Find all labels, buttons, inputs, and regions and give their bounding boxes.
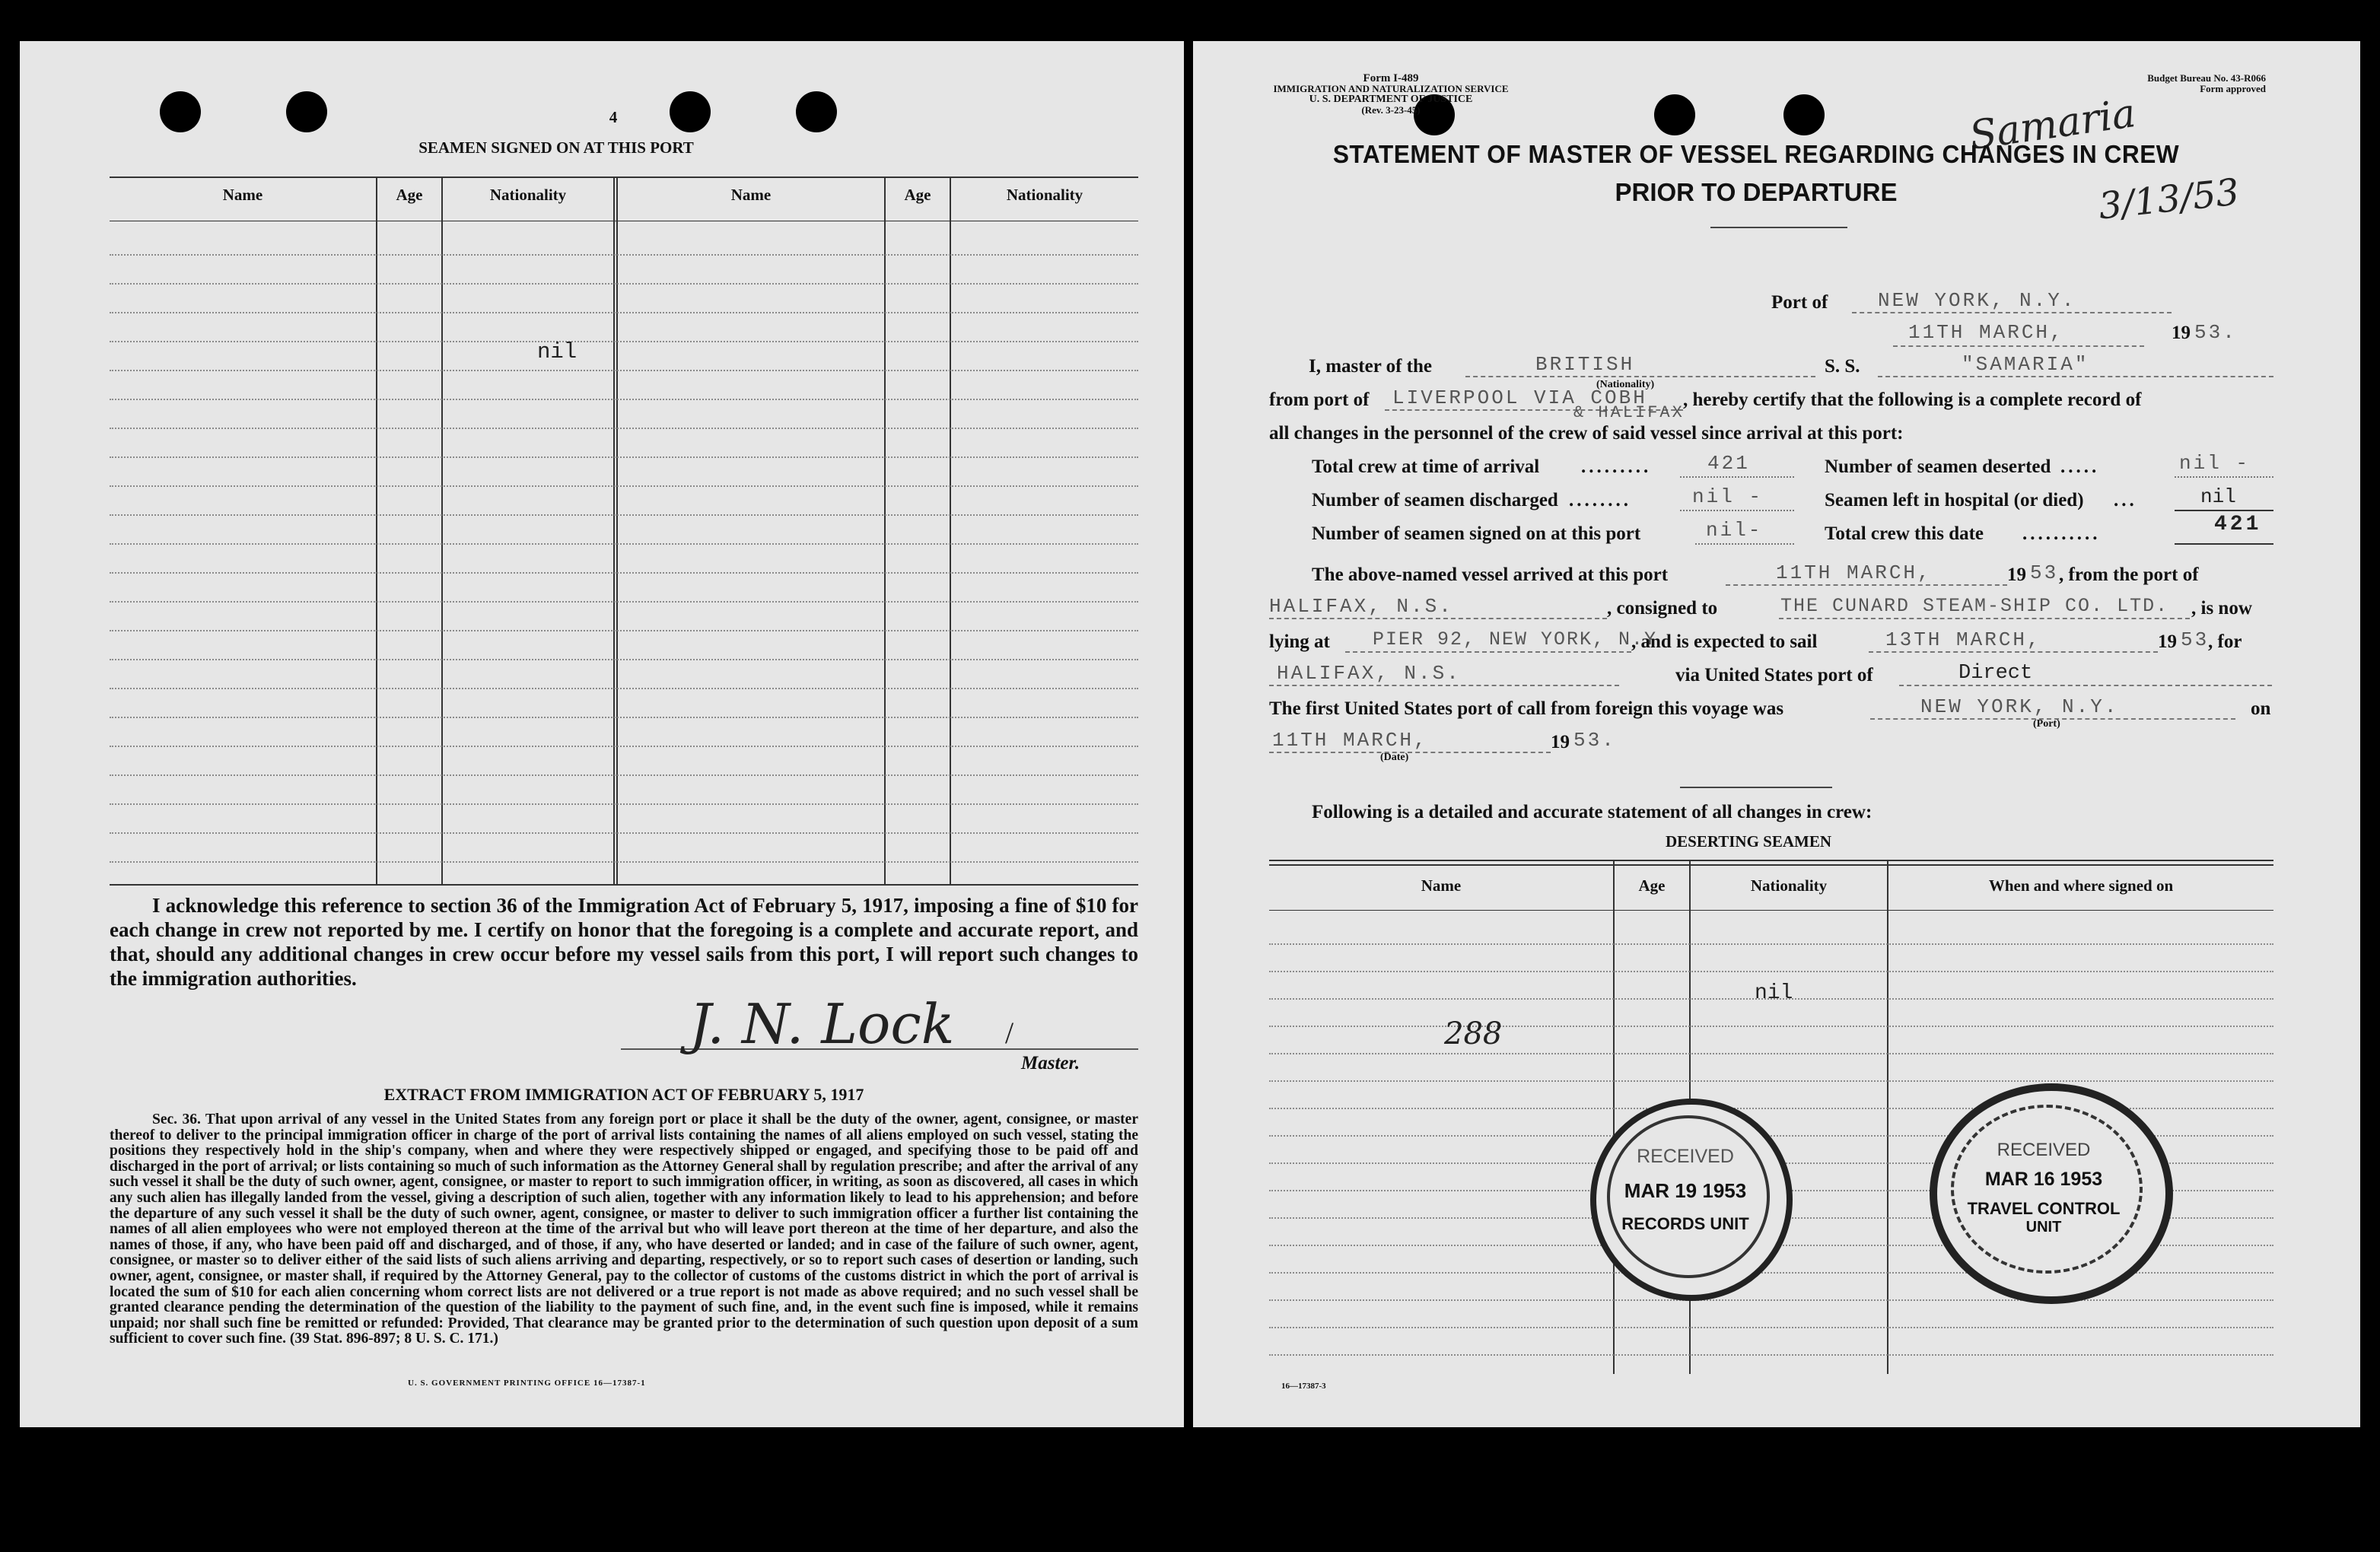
form-revision: (Rev. 3-23-45) xyxy=(1361,104,1421,116)
budget-bureau-number: Budget Bureau No. 43-R066 xyxy=(2147,72,2266,84)
budget-block xyxy=(2060,73,2266,94)
signature-mark: / xyxy=(1005,1016,1014,1050)
for-value: HALIFAX, N.S. xyxy=(1277,662,1461,685)
sail-date: 13TH MARCH, xyxy=(1885,628,2041,651)
form-number: Form I-489 xyxy=(1363,72,1419,84)
form-title-line1: STATEMENT OF MASTER OF VESSEL REGARDING CHANGES IN CREW xyxy=(1332,140,2180,168)
punch-hole xyxy=(670,91,711,132)
desert-column-nationality: Nationality xyxy=(1750,876,1828,895)
seamen-signed-on-label: Number of seamen signed on at this port xyxy=(1312,523,1641,544)
punch-hole xyxy=(286,91,327,132)
consigned-label: , consigned to xyxy=(1607,598,1718,619)
from-port-label: from port of xyxy=(1269,390,1370,410)
column-header-name-2: Name xyxy=(730,186,772,204)
stamp-right-date: MAR 16 1953 xyxy=(1984,1169,2103,1190)
report-date: 11TH MARCH, xyxy=(1908,321,2064,344)
total-crew-arrival-label: Total crew at time of arrival xyxy=(1312,456,1540,477)
is-now-label: , is now xyxy=(2191,598,2252,619)
stamp-right-received: RECEIVED xyxy=(1997,1140,2091,1160)
handwritten-date: 3/13/53 xyxy=(2096,170,2242,228)
form-title-line2: PRIOR TO DEPARTURE xyxy=(1615,178,1898,206)
from-port-value: LIVERPOOL VIA COBH xyxy=(1392,386,1647,409)
column-header-name: Name xyxy=(222,186,263,204)
master-of-label: I, master of the xyxy=(1309,356,1432,377)
first-port-value: NEW YORK, N.Y. xyxy=(1920,695,2119,718)
extract-text: Sec. 36. That upon arrival of any vessel in the United States from any foreign port or place it shall be the duty of the owner, agent, consignee, or master thereof to deliver to the principal immigration officer in charge of the port of arrival lists containing the names of all aliens employed on such vessel, stating the positions they respectively hold in the ship's company, when and where they were respectively shipped or engaged, and specifying those to be paid off and discharged in the port of arrival; or lists containing so much of such information as the Attorney General shall by regulation prescribe; and after the arrival of any such vessel it shall be the duty of such owner, agent, consignee, or master to report to such immigration officer, in writing, as soon as discovered, all cases in which any such alien has illegally landed from the vessel, giving a description of such alien, together with any information likely to lead to his apprehension; and before the departure of any such vessel it shall be the duty of such owner, agent, consignee, or master to deliver to such immigration officer a further list containing the names of all alien employees who were not employed thereon at the time of the arrival but who will leave port thereon at the time of her departure, and also the names of those, if any, who have been paid off and discharged, and of those, if any, who have deserted or landed; and in case of the failure of such owner, agent, consignee, or master so to deliver either of the said lists of such aliens arriving and departing, respectively, or so to report such cases of desertion or landing, such owner, agent, consignee, or master shall, if required by the Attorney General, pay to the collector of customs of the customs district in which the port of arrival is located the sum of $10 for each alien concerning whom correct lists are not delivered or a true report is not made as above required; and no such vessel shall be granted clearance pending the determination of the question of the liability to the payment of such fine, and, in the event such fine is imposed, while it remains unpaid; nor shall such fine be remitted or refunded: Provided, That clearance may be granted prior to the determination of such question upon deposit of a sum sufficient to cover such fine. (39 Stat. 896-897; 8 U. S. C. 171.) xyxy=(110,1112,1138,1347)
column-header-age-2: Age xyxy=(904,186,931,204)
nationality-caption: (Nationality) xyxy=(1596,379,1655,390)
certify-text-2: all changes in the personnel of the crew of said vessel since arrival at this port: xyxy=(1269,423,1904,444)
deserting-seamen-title: DESERTING SEAMEN xyxy=(1665,832,1832,851)
handwritten-number: 288 xyxy=(1444,1016,1503,1051)
acknowledgment-text: I acknowledge this reference to section 36 of the Immigration Act of February 5, 1917, imposing a fine of $10 for each change in crew not reported by me. I certify on honor that the foregoing is a complete and accurate report, and that, should any additional changes in crew occur before my vessel sails from this port, I will report such changes to the immigration authorities. xyxy=(110,894,1138,990)
seamen-deserted-value: nil - xyxy=(2179,452,2251,475)
date-caption: (Date) xyxy=(1380,752,1409,763)
desert-nil-entry: nil xyxy=(1755,981,1793,1005)
total-crew-now-value: 421 xyxy=(2214,513,2262,536)
column-header-age: Age xyxy=(396,186,423,204)
received-records-unit-stamp xyxy=(1590,1099,1793,1301)
seamen-hospital-value: nil xyxy=(2200,485,2236,508)
punch-hole xyxy=(796,91,837,132)
nil-entry: nil xyxy=(537,339,578,364)
section-title: SEAMEN SIGNED ON AT THIS PORT xyxy=(418,138,694,157)
port-caption: (Port) xyxy=(2033,718,2060,730)
handwritten-ship-name: Samaria xyxy=(1966,91,2139,159)
desert-column-age: Age xyxy=(1638,876,1666,895)
consigned-value: THE CUNARD STEAM-SHIP CO. LTD. xyxy=(1780,595,2169,617)
following-text: Following is a detailed and accurate statement of all changes in crew: xyxy=(1312,802,1873,822)
nationality-value: BRITISH xyxy=(1535,353,1635,376)
printing-office: U. S. GOVERNMENT PRINTING OFFICE 16—17387-1 xyxy=(408,1379,646,1388)
stamp-left-unit: RECORDS UNIT xyxy=(1621,1214,1749,1233)
right-page: Form I-489 IMMIGRATION AND NATURALIZATION SERVICE U. S. DEPARTMENT OF JUSTICE (Rev. 3-23-45) Budget Bureau No. 43-R066 Form approved Samaria 3/13/53 STATEMENT OF MASTER OF VESSEL REGARDING CHANGES IN CREW PRIOR TO DEPARTURE Port of NEW YORK, N.Y. 11TH MARCH, 19 53. I, master of the BRITISH (Nationality) S. S. "SAMARIA" from port of LIVERPOOL VIA COBH & HALIFAX , hereby certify that the following is a complete record of all changes in the personnel of the crew of said vessel since arrival at this port: Total crew at time of arrival ......... 421 Number of seamen discharged ........ nil - Number of seamen signed on at this port nil- Number of seamen deserted ..... nil - Seamen left in hospital (or died) ... nil Total crew this date .......... 421 The above-named vessel arrived at this port 11TH MARCH, 19 53 , from the port of HALIFAX, N.S. , consigned to THE CUNARD STEAM-SHIP CO. LTD. , is now lying at PIER 92, NEW YORK, N.Y. , and is expected to sail 13TH MARCH, 19 53 , for HALIFAX, N.S. via United States port of Direct The first United States port of call from foreign this voyage was NEW YORK, N.Y. (Port) on 11TH MARCH, (Date) 19 53. Following is a detailed and accurate statement of all changes in crew: DESERTING SEAMEN Name Age Nationality When and where signed on nil 288 RECEIVED MAR 19 1953 RECORDS UNIT RECEIVED MAR 16 1953 TRAVEL CONTROL UNIT 16—17387-3 xyxy=(1193,41,2360,1427)
from-the-port-value: HALIFAX, N.S. xyxy=(1269,595,1453,618)
punch-hole xyxy=(1654,94,1695,135)
port-of-label: Port of xyxy=(1771,292,1828,313)
page-number: 4 xyxy=(609,108,618,126)
column-header-nationality: Nationality xyxy=(489,186,567,204)
desert-column-signed-on: When and where signed on xyxy=(1988,876,2174,895)
arrived-year: 53 xyxy=(2030,561,2059,584)
form-department: U. S. DEPARTMENT OF JUSTICE xyxy=(1309,94,1473,105)
lying-at-label: lying at xyxy=(1269,631,1330,652)
report-year: 53. xyxy=(2194,321,2237,344)
ss-label: S. S. xyxy=(1825,356,1860,377)
first-port-year: 53. xyxy=(1573,729,1616,752)
from-port-value-2: & HALIFAX xyxy=(1573,403,1685,422)
total-crew-arrival-value: 421 xyxy=(1707,452,1750,475)
arrived-year-prefix: 19 xyxy=(2007,565,2026,585)
form-agency: IMMIGRATION AND NATURALIZATION SERVICE xyxy=(1273,83,1509,94)
form-approved: Form approved xyxy=(2200,83,2266,94)
stamp-left-date: MAR 19 1953 xyxy=(1624,1179,1747,1202)
seamen-hospital-label: Seamen left in hospital (or died) xyxy=(1825,490,2084,510)
seamen-discharged-value: nil - xyxy=(1692,485,1764,508)
expected-to-sail-label: , and is expected to sail xyxy=(1631,631,1818,652)
for-label: , for xyxy=(2208,631,2242,652)
extract-title: EXTRACT FROM IMMIGRATION ACT OF FEBRUARY 5, 1917 xyxy=(383,1085,864,1104)
arrived-date: 11TH MARCH, xyxy=(1776,561,1932,584)
stamp-left-received: RECEIVED xyxy=(1637,1146,1734,1167)
via-value: Direct xyxy=(1958,662,2033,685)
column-header-nationality-2: Nationality xyxy=(1006,186,1083,204)
on-label: on xyxy=(2251,698,2271,719)
seamen-discharged-label: Number of seamen discharged xyxy=(1312,490,1558,510)
received-travel-control-stamp xyxy=(1930,1083,2173,1304)
desert-column-name: Name xyxy=(1421,876,1462,895)
sail-year-prefix: 19 xyxy=(2158,631,2177,652)
first-port-label: The first United States port of call from foreign this voyage was xyxy=(1269,698,1784,719)
port-of-value: NEW YORK, N.Y. xyxy=(1878,289,2076,312)
punch-hole xyxy=(1783,94,1825,135)
sail-year: 53 xyxy=(2181,628,2210,651)
report-year-prefix: 19 xyxy=(2172,323,2191,343)
left-page xyxy=(20,41,1184,1427)
certify-text: , hereby certify that the following is a complete record of xyxy=(1683,390,2142,410)
stamp-right-unit-2: UNIT xyxy=(2025,1219,2062,1236)
lying-at-value: PIER 92, NEW YORK, N.Y. xyxy=(1373,628,1671,650)
master-signature: J. N. Lock xyxy=(689,992,955,1056)
via-label: via United States port of xyxy=(1675,665,1873,685)
first-port-year-prefix: 19 xyxy=(1551,732,1570,752)
ship-name-value: "SAMARIA" xyxy=(1962,353,2089,376)
stamp-right-unit: TRAVEL CONTROL xyxy=(1967,1199,2121,1218)
seamen-signed-on-value: nil- xyxy=(1706,519,1763,542)
from-the-port-label: , from the port of xyxy=(2059,565,2199,585)
first-port-date: 11TH MARCH, xyxy=(1272,729,1428,752)
master-label: Master. xyxy=(1021,1053,1080,1073)
printing-code: 16—17387-3 xyxy=(1281,1382,1326,1391)
arrived-label: The above-named vessel arrived at this port xyxy=(1312,565,1669,585)
seamen-deserted-label: Number of seamen deserted xyxy=(1825,456,2051,477)
punch-hole xyxy=(160,91,201,132)
form-block xyxy=(1269,73,1513,116)
total-crew-now-label: Total crew this date xyxy=(1825,523,1984,544)
